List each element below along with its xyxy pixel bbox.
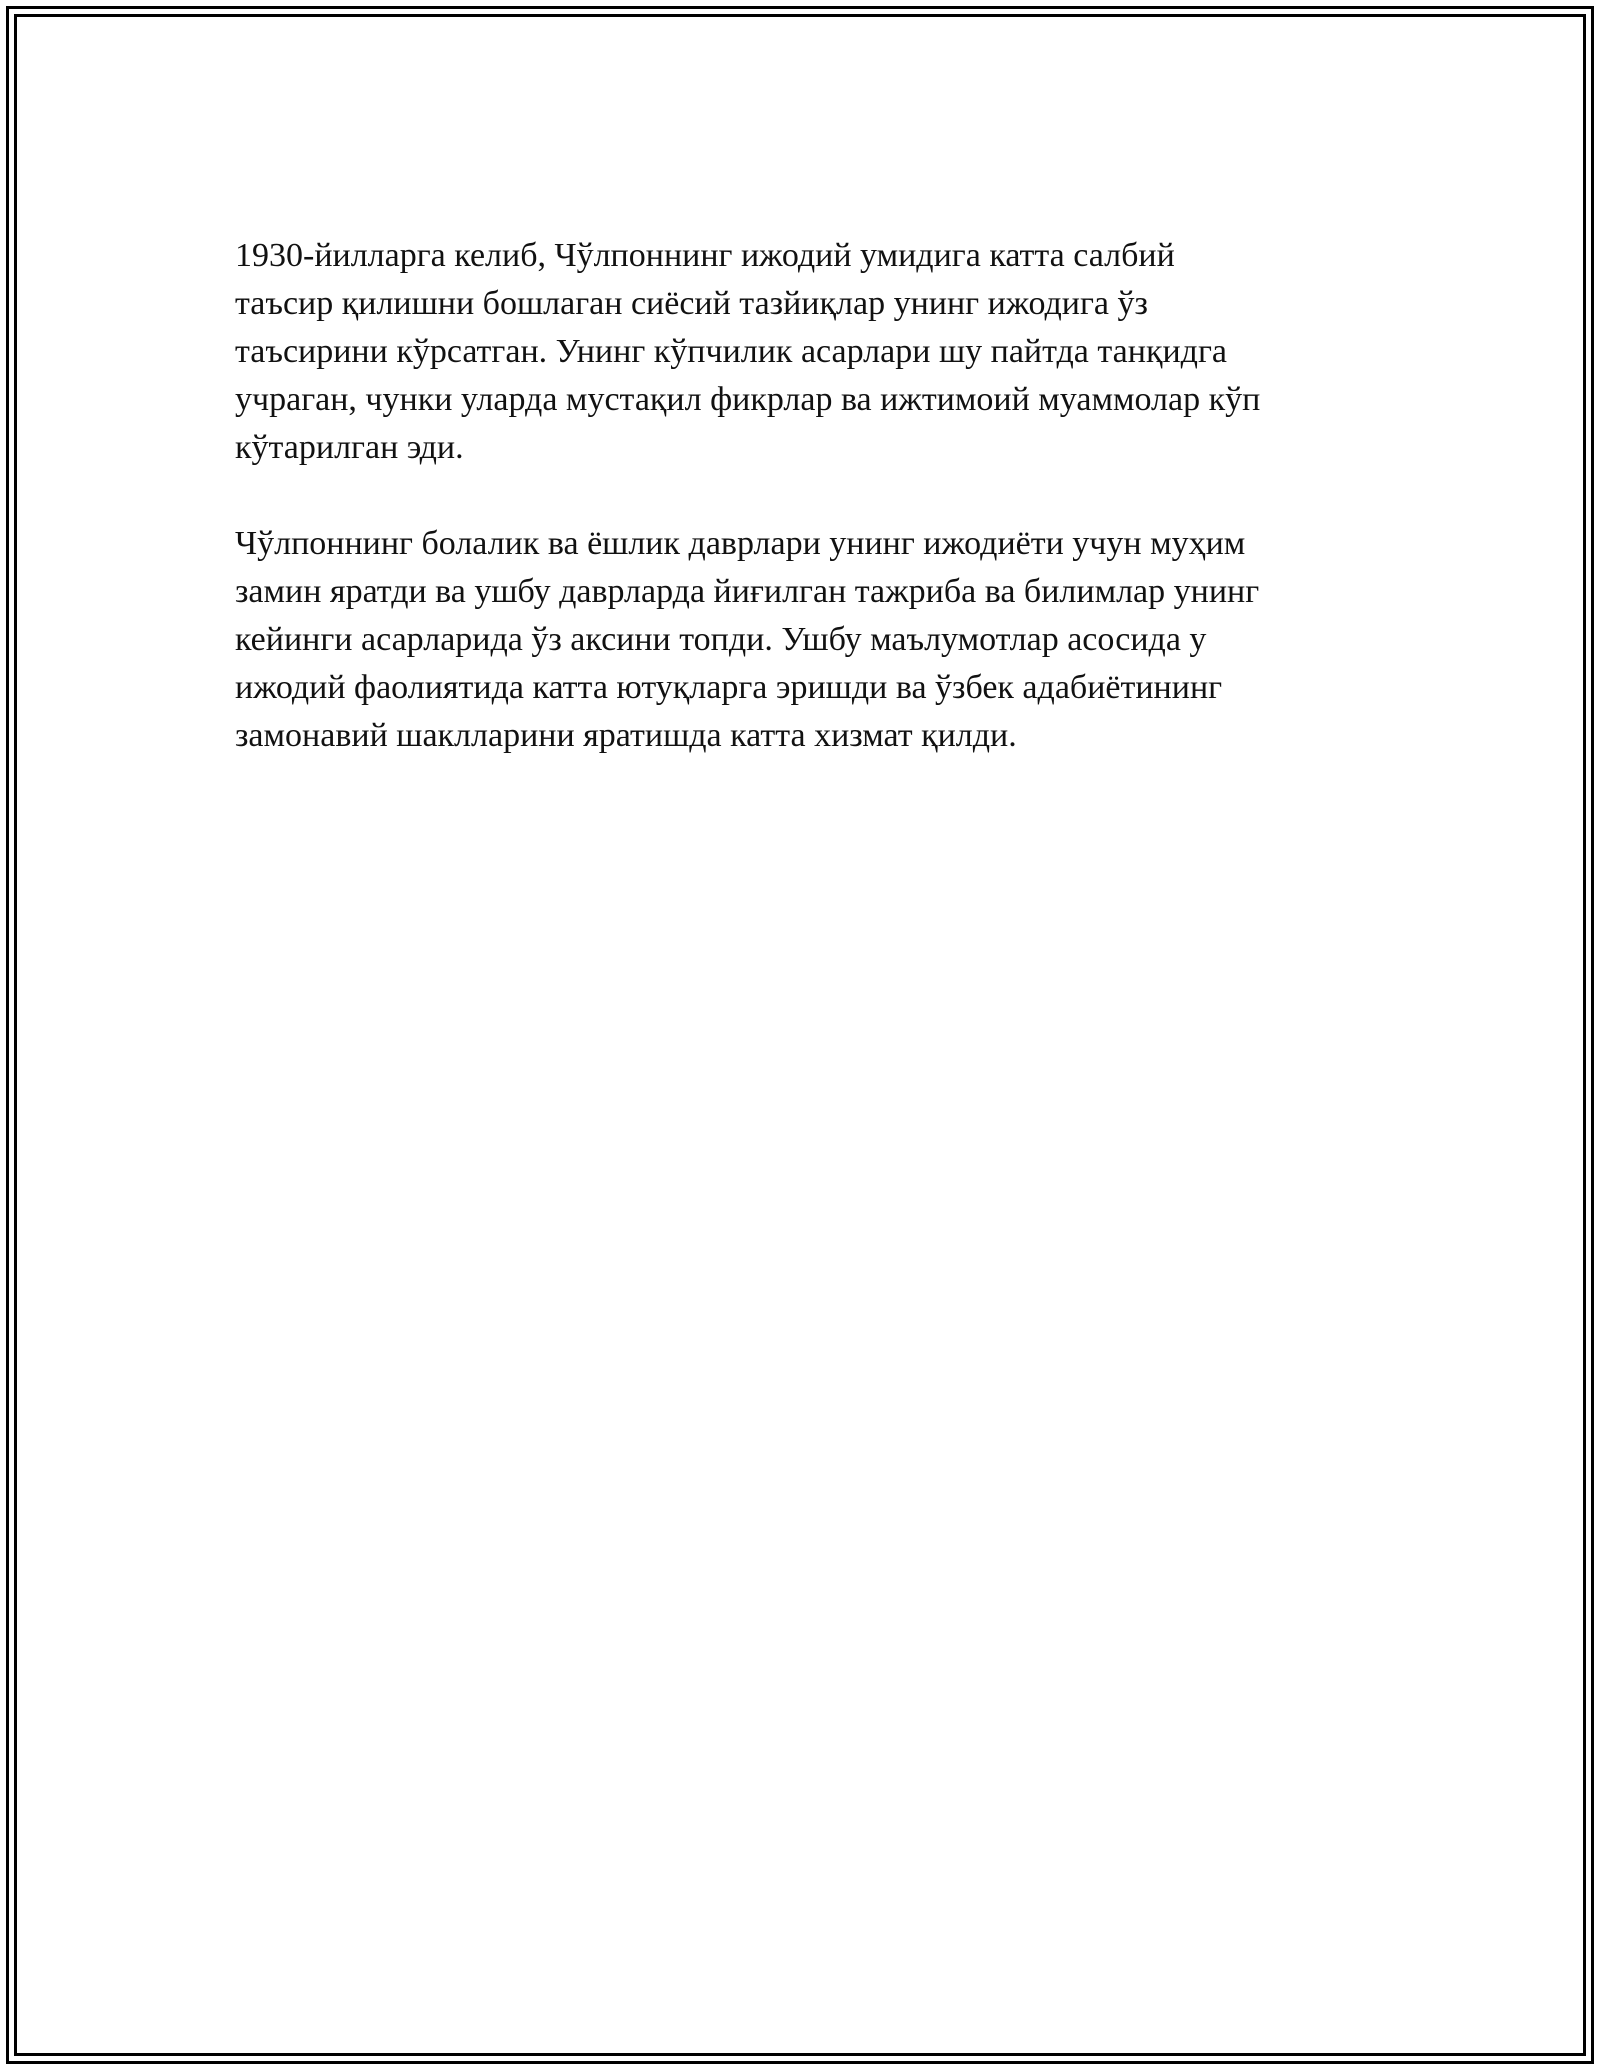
text-line: замонавий шаклларини яратишда катта хизмат қилди. (235, 717, 1017, 754)
paragraph-2 (235, 520, 1365, 760)
text-line: кейинги асарларида ўз аксини топди. Ушбу маълумотлар асосида у (235, 621, 1207, 658)
text-line: замин яратди ва ушбу даврларда йиғилган тажриба ва билимлар унинг (235, 573, 1260, 610)
text-line: кўтарилган эди. (235, 429, 464, 466)
text-line: ижодий фаолиятида катта ютуқларга эришди ва ўзбек адабиётининг (235, 669, 1223, 706)
text-line: таъсирини кўрсатган. Унинг кўпчилик асарлари шу пайтда танқидга (235, 333, 1228, 370)
text-line: таъсир қилишни бошлаган сиёсий тазйиқлар унинг ижодига ўз (235, 285, 1148, 322)
text-line: учраган, чунки уларда мустақил фикрлар ва ижтимоий муаммолар кўп (235, 381, 1261, 418)
paragraph-1 (235, 232, 1365, 472)
text-line: 1930-йилларга келиб, Чўлпоннинг ижодий умидига катта салбий (235, 237, 1175, 274)
text-line: Чўлпоннинг болалик ва ёшлик даврлари унинг ижодиёти учун муҳим (235, 525, 1246, 562)
document-body (235, 232, 1365, 808)
